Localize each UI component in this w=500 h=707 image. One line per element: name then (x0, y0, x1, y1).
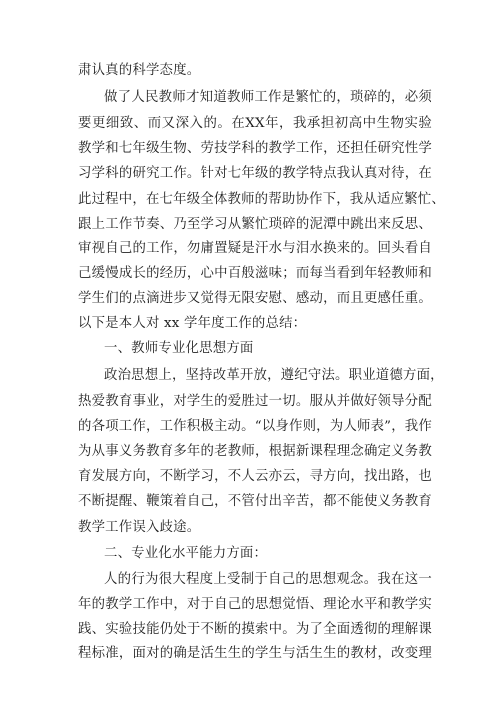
text-line: 程标准，面对的确是活生生的学生与活生生的教材，改变理 (78, 646, 432, 661)
text-line: 以下是本人对 xx 学年度工作的总结： (78, 316, 307, 331)
section-heading: 一、教师专业化思想方面 (104, 341, 254, 356)
text-line: 教学和七年级生物、劳技学科的教学工作，还担任研究性学 (78, 141, 432, 156)
section-heading: 二、专业化水平能力方面： (104, 546, 268, 561)
text-line: 践、实验技能仍处于不断的摸索中。为了全面透彻的理解课 (78, 622, 432, 637)
text-line: 学生们的点滴进步又觉得无限安慰、感动，而且更感任重。 (78, 291, 432, 306)
text-line: 肃认真的科学态度。 (78, 63, 201, 78)
text-line: 年的教学工作中，对于自己的思想觉悟、理论水平和教学实 (78, 597, 432, 612)
paragraph-first-line: 政治思想上，坚持改革开放，遵纪守法。职业道德方面， (104, 368, 444, 383)
text-line: 热爱教育事业，对学生的爱胜过一切。服从并做好领导分配 (78, 394, 432, 409)
text-line: 教学工作误入歧途。 (78, 520, 201, 535)
text-line: 审视自己的工作，勿庸置疑是汗水与泪水换来的。回头看自 (78, 241, 432, 256)
text-line: 跟上工作节奏、乃至学习从繁忙琐碎的泥潭中跳出来反思、 (78, 217, 432, 232)
paragraph-first-line: 做了人民教师才知道教师工作是繁忙的，琐碎的，必须 (104, 90, 432, 105)
text-line: 为从事义务教育多年的老教师，根据新课程理念确定义务教 (78, 444, 432, 459)
text-line: 此过程中，在七年级全体教师的帮助协作下，我从适应繁忙、 (78, 192, 445, 207)
text-line: 育发展方向，不断学习，不人云亦云，寻方向，找出路，也 (78, 469, 432, 484)
text-line: 己缓慢成长的经历，心中百般滋味；而每当看到年轻教师和 (78, 266, 432, 281)
text-line: 的各项工作，工作积极主动。“以身作则，为人师表”，我作 (78, 419, 432, 434)
text-line: 不断提醒、鞭策着自己，不管付出辛苦，都不能使义务教育 (78, 494, 432, 509)
paragraph-first-line: 人的行为很大程度上受制于自己的思想观念。我在这一 (104, 572, 432, 587)
text-line: 习学科的研究工作。针对七年级的教学特点我认真对待，在 (78, 166, 432, 181)
text-line: 要更细致、而又深入的。在XX年，我承担初高中生物实验 (78, 116, 432, 131)
